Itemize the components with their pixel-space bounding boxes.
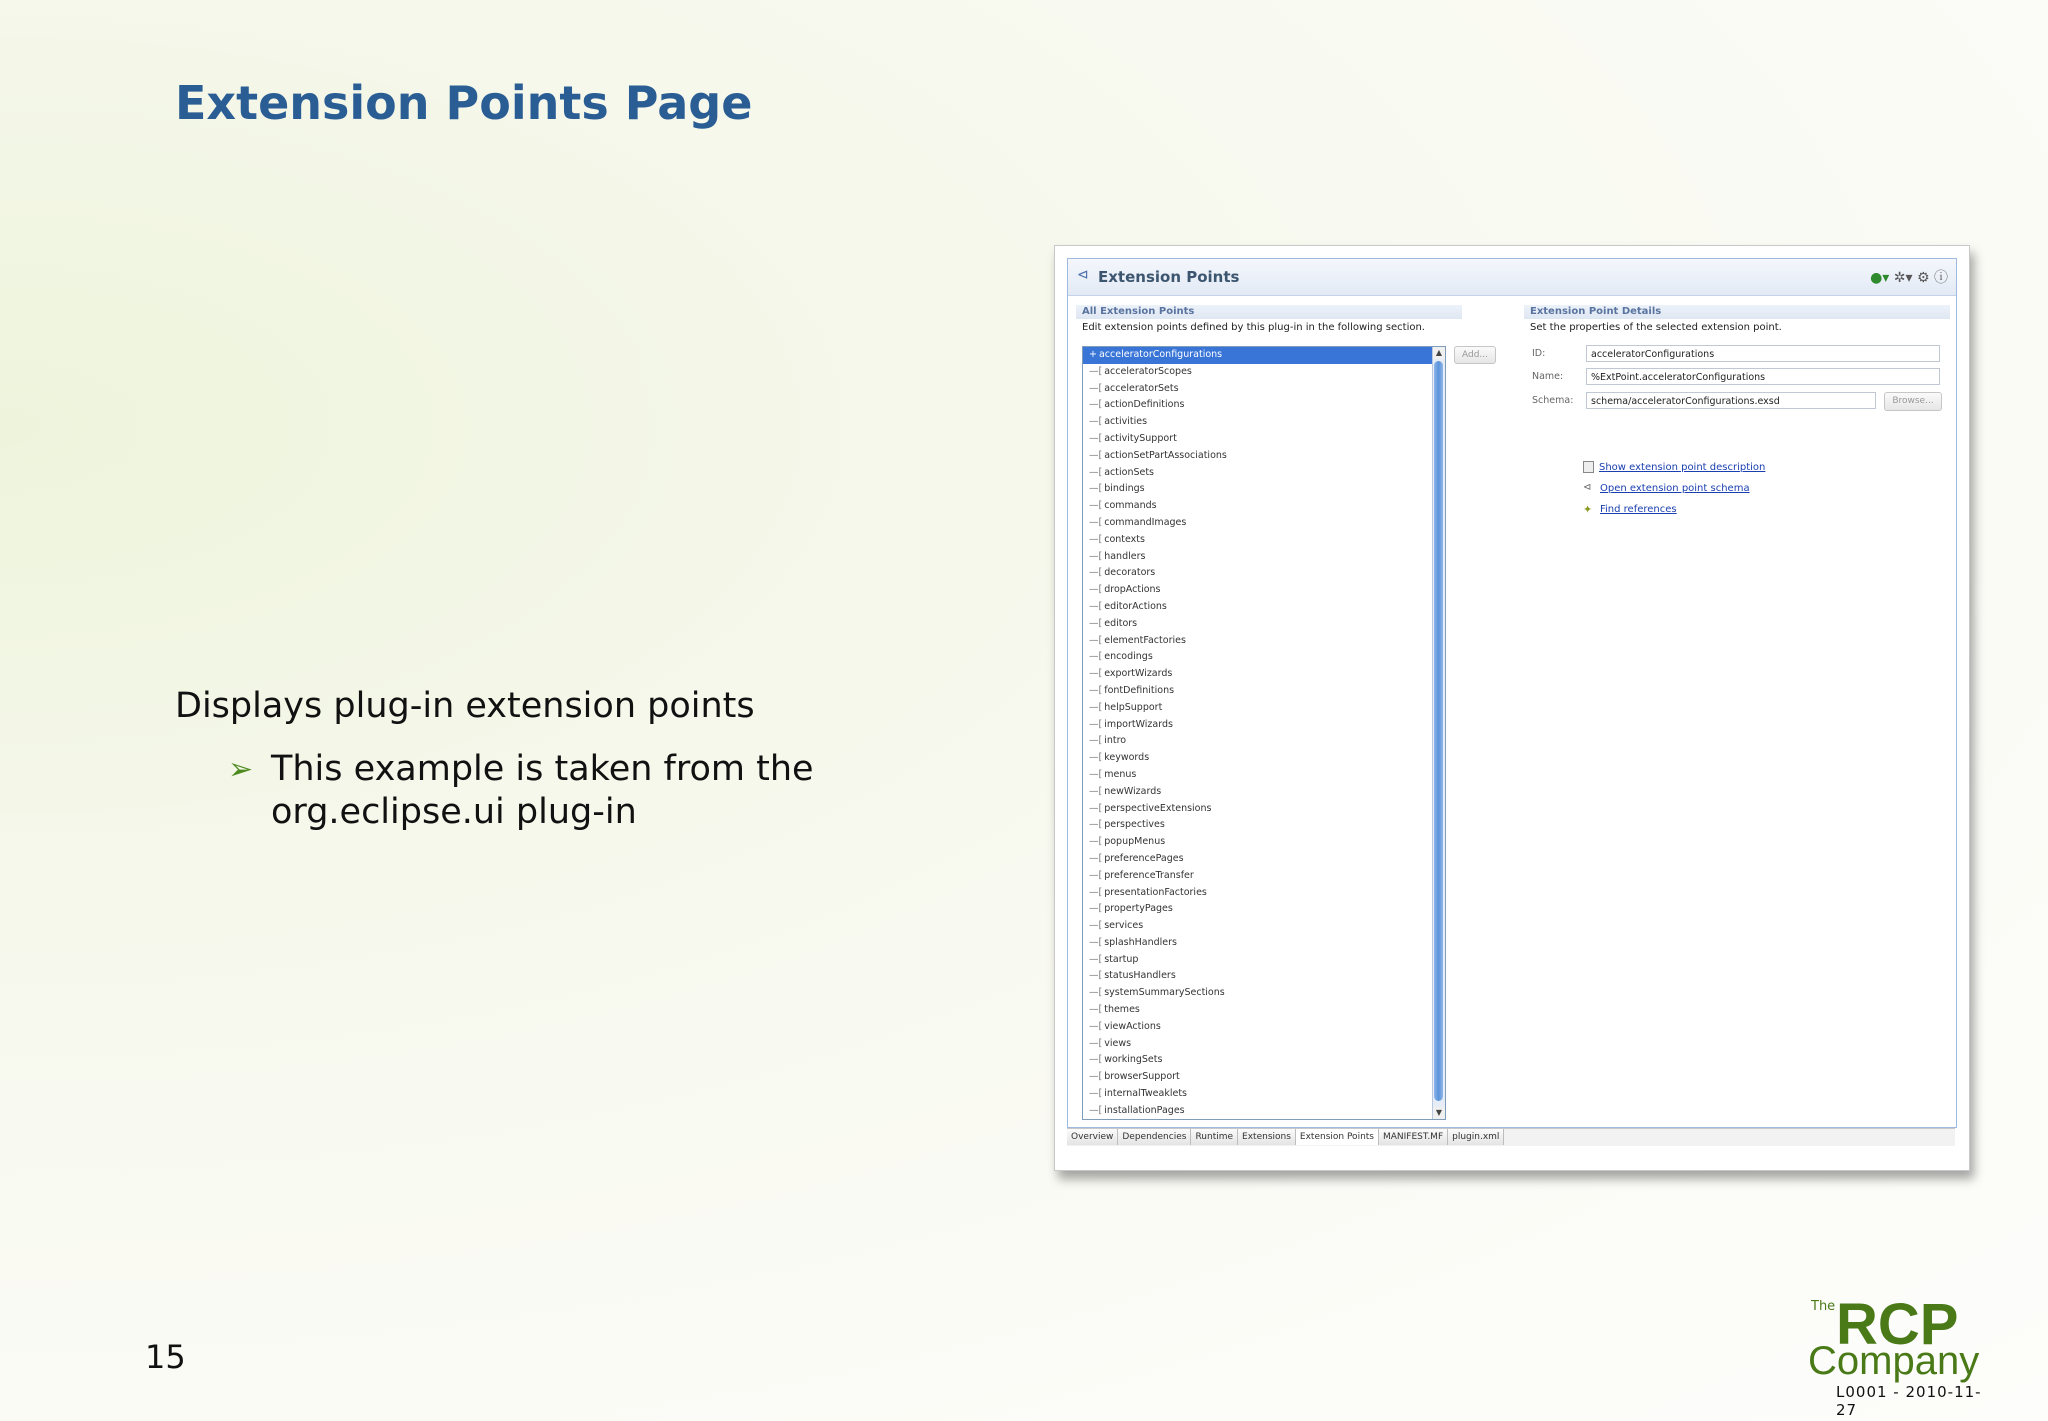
tree-branch-icon: —[ (1089, 432, 1103, 444)
scroll-down-icon[interactable]: ▼ (1433, 1107, 1445, 1119)
id-field[interactable]: acceleratorConfigurations (1586, 345, 1940, 362)
extension-point-item[interactable] (1083, 851, 1445, 868)
tree-branch-icon: —[ (1089, 1071, 1103, 1083)
extension-point-label: commandImages (1104, 516, 1187, 528)
extension-point-label: editorActions (1104, 600, 1167, 612)
tree-branch-icon: —[ (1089, 600, 1103, 612)
logo-the: The (1811, 1299, 1836, 1314)
extension-points-list[interactable] (1082, 346, 1446, 1120)
tree-branch-icon: —[ (1089, 718, 1103, 730)
tree-branch-icon: —[ (1089, 651, 1103, 663)
extension-point-label: actionSetPartAssociations (1104, 449, 1227, 461)
editor-header (1068, 259, 1956, 296)
extension-point-label: editors (1104, 617, 1138, 629)
extension-point-label: handlers (1104, 550, 1146, 562)
extension-point-label: preferencePages (1104, 852, 1184, 864)
extension-point-label: statusHandlers (1104, 970, 1176, 982)
extension-point-label: activitySupport (1104, 432, 1177, 444)
extension-point-label: actionSets (1104, 466, 1155, 478)
tab-overview[interactable]: Overview (1067, 1129, 1118, 1145)
all-extension-points-section-title: All Extension Points (1076, 305, 1462, 319)
tree-branch-icon: —[ (1089, 516, 1103, 528)
extension-point-label: acceleratorConfigurations (1098, 349, 1223, 360)
extension-point-label: internalTweaklets (1104, 1088, 1187, 1100)
tree-branch-icon: —[ (1089, 416, 1103, 428)
extension-point-details-section-title: Extension Point Details (1524, 305, 1950, 319)
extension-point-item[interactable] (1083, 918, 1445, 935)
extension-point-item[interactable] (1083, 582, 1445, 599)
schema-icon: ⊲ (1583, 482, 1592, 493)
extension-point-item[interactable] (1083, 717, 1445, 734)
tab-extensions[interactable]: Extensions (1238, 1129, 1296, 1145)
tree-branch-icon: —[ (1089, 970, 1103, 982)
extension-point-label: propertyPages (1104, 903, 1173, 915)
extension-point-label: browserSupport (1104, 1071, 1180, 1083)
extension-point-item[interactable] (1083, 633, 1445, 650)
open-schema-link[interactable] (1583, 482, 1750, 494)
extension-point-item[interactable] (1083, 1052, 1445, 1069)
sub-bullet (228, 748, 868, 834)
add-button[interactable]: Add... (1454, 346, 1496, 364)
sub-bullet-text: This example is taken from the org.eclipse.ui plug-in (271, 749, 814, 832)
extension-point-item[interactable] (1083, 817, 1445, 834)
extension-point-item[interactable] (1083, 868, 1445, 885)
extension-point-label: presentationFactories (1104, 886, 1207, 898)
extension-point-item[interactable] (1083, 750, 1445, 767)
tree-branch-icon: —[ (1089, 684, 1103, 696)
tab-runtime[interactable]: Runtime (1191, 1129, 1238, 1145)
references-icon: ✦ (1583, 503, 1593, 516)
extension-point-label: splashHandlers (1104, 936, 1177, 948)
rcp-company-logo (1800, 1292, 2000, 1419)
tree-branch-icon: —[ (1089, 382, 1103, 394)
open-schema-link-text[interactable]: Open extension point schema (1600, 483, 1750, 494)
extension-point-item[interactable] (1083, 565, 1445, 582)
all-extension-points-description: Edit extension points defined by this plug-in in the following section. (1082, 322, 1425, 333)
tree-branch-icon: —[ (1089, 987, 1103, 999)
extension-point-label: decorators (1104, 567, 1156, 579)
extension-point-details-description: Set the properties of the selected extension point. (1530, 322, 1782, 333)
slide-code: L0001 - 2010-11-27 (1836, 1383, 1982, 1419)
extension-point-label: exportWizards (1104, 668, 1173, 680)
extension-point-label: themes (1104, 1004, 1140, 1016)
extension-point-item[interactable] (1083, 1086, 1445, 1103)
extension-point-label: acceleratorSets (1104, 382, 1179, 394)
tree-branch-icon: —[ (1089, 1088, 1103, 1100)
extension-point-item[interactable] (1083, 666, 1445, 683)
tree-branch-icon: —[ (1089, 668, 1103, 680)
tree-branch-icon: —[ (1089, 869, 1103, 881)
run-icon[interactable]: ●▾ (1870, 270, 1890, 286)
extension-point-label: views (1104, 1037, 1132, 1049)
extension-point-label: encodings (1104, 651, 1153, 663)
extension-point-item[interactable] (1083, 347, 1445, 364)
extension-point-label: systemSummarySections (1104, 987, 1225, 999)
tree-branch-icon: —[ (1089, 920, 1103, 932)
tree-branch-icon: —[ (1089, 466, 1103, 478)
schema-label: Schema: (1532, 395, 1574, 406)
find-references-link-text[interactable]: Find references (1600, 504, 1677, 515)
extension-point-item[interactable] (1083, 397, 1445, 414)
extension-point-item[interactable] (1083, 616, 1445, 633)
tree-branch-icon: —[ (1089, 483, 1103, 495)
extension-point-item[interactable] (1083, 448, 1445, 465)
tree-branch-icon: —[ (1089, 802, 1103, 814)
extension-point-item[interactable] (1083, 1069, 1445, 1086)
help-icon[interactable]: ⓘ (1934, 270, 1948, 286)
extension-point-item[interactable] (1083, 532, 1445, 549)
extension-point-label: startup (1104, 953, 1139, 965)
tree-branch-icon: —[ (1089, 852, 1103, 864)
logo-company: Company (1808, 1339, 1980, 1383)
tree-branch-icon: —[ (1089, 785, 1103, 797)
tab-plugin-xml[interactable]: plugin.xml (1448, 1129, 1504, 1145)
tree-branch-icon: —[ (1089, 617, 1103, 629)
show-description-link-text[interactable]: Show extension point description (1599, 462, 1766, 473)
extension-point-label: helpSupport (1104, 701, 1163, 713)
extension-point-label: perspectives (1104, 819, 1165, 831)
tree-branch-icon: —[ (1089, 886, 1103, 898)
tab-manifest-mf[interactable]: MANIFEST.MF (1379, 1129, 1448, 1145)
extension-point-label: actionDefinitions (1104, 399, 1185, 411)
extension-point-label: intro (1104, 735, 1127, 747)
extension-point-label: commands (1104, 500, 1157, 512)
header-toolbar (1870, 267, 1948, 287)
page-number: 15 (145, 1338, 186, 1376)
list-scrollbar[interactable] (1432, 347, 1445, 1119)
extension-point-item[interactable] (1083, 1002, 1445, 1019)
extension-point-label: dropActions (1104, 584, 1161, 596)
tree-branch-icon: —[ (1089, 1037, 1103, 1049)
extension-point-label: contexts (1104, 533, 1145, 545)
extension-point-item[interactable] (1083, 431, 1445, 448)
extension-point-item[interactable] (1083, 381, 1445, 398)
extension-point-item[interactable] (1083, 834, 1445, 851)
extension-point-item[interactable] (1083, 364, 1445, 381)
show-description-link[interactable] (1583, 461, 1765, 473)
tree-branch-icon: —[ (1089, 634, 1103, 646)
logo-rcp: RCP (1836, 1292, 1959, 1357)
tree-branch-icon: —[ (1089, 1020, 1103, 1032)
extension-point-item[interactable] (1083, 414, 1445, 431)
extension-point-label: fontDefinitions (1104, 684, 1175, 696)
tree-branch-icon: —[ (1089, 567, 1103, 579)
tree-branch-icon: —[ (1089, 735, 1103, 747)
extension-point-label: elementFactories (1104, 634, 1186, 646)
tree-branch-icon: —[ (1089, 365, 1103, 377)
tab-dependencies[interactable]: Dependencies (1118, 1129, 1191, 1145)
tree-branch-icon: —[ (1089, 500, 1103, 512)
tab-extension-points[interactable]: Extension Points (1296, 1129, 1379, 1145)
id-label: ID: (1532, 348, 1546, 359)
extension-point-item[interactable] (1083, 465, 1445, 482)
extension-point-label: workingSets (1104, 1054, 1163, 1066)
extension-point-label: popupMenus (1104, 836, 1166, 848)
bullet-text: Displays plug-in extension points (175, 686, 755, 726)
extension-point-label: menus (1104, 768, 1137, 780)
tree-branch-icon: —[ (1089, 1054, 1103, 1066)
extension-point-item[interactable] (1083, 935, 1445, 952)
tree-branch-icon: —[ (1089, 903, 1103, 915)
find-references-link[interactable] (1583, 503, 1677, 515)
extension-point-item[interactable] (1083, 649, 1445, 666)
extension-point-item[interactable] (1083, 1103, 1445, 1120)
description-icon (1583, 461, 1594, 473)
extension-point-label: preferenceTransfer (1104, 869, 1194, 881)
name-label: Name: (1532, 371, 1564, 382)
tree-branch-icon: —[ (1089, 399, 1103, 411)
extension-point-icon: ⊲ (1077, 267, 1089, 283)
extension-point-label: newWizards (1104, 785, 1162, 797)
settings-icon[interactable]: ⚙ (1916, 270, 1930, 286)
extension-point-label: keywords (1104, 752, 1150, 764)
extension-point-label: acceleratorScopes (1104, 365, 1192, 377)
slide-title: Extension Points Page (175, 76, 753, 130)
extension-point-item[interactable] (1083, 1036, 1445, 1053)
tree-branch-icon: —[ (1089, 584, 1103, 596)
schema-field[interactable]: schema/acceleratorConfigurations.exsd (1586, 392, 1876, 409)
editor-screenshot (1054, 245, 1970, 1171)
editor-tab-bar (1067, 1128, 1955, 1146)
name-field[interactable]: %ExtPoint.acceleratorConfigurations (1586, 368, 1940, 385)
extension-point-item[interactable] (1083, 885, 1445, 902)
expand-icon: + (1089, 349, 1097, 360)
tree-branch-icon: —[ (1089, 953, 1103, 965)
tree-branch-icon: —[ (1089, 819, 1103, 831)
extension-point-label: importWizards (1104, 718, 1173, 730)
extension-point-item[interactable] (1083, 767, 1445, 784)
extension-point-item[interactable] (1083, 968, 1445, 985)
editor-header-title: Extension Points (1098, 268, 1240, 286)
extension-point-item[interactable] (1083, 599, 1445, 616)
tree-branch-icon: —[ (1089, 533, 1103, 545)
extension-point-item[interactable] (1083, 700, 1445, 717)
extension-point-label: activities (1104, 416, 1148, 428)
extension-point-item[interactable] (1083, 784, 1445, 801)
tree-branch-icon: —[ (1089, 1104, 1103, 1116)
extension-point-item[interactable] (1083, 901, 1445, 918)
tree-branch-icon: —[ (1089, 701, 1103, 713)
extension-point-item[interactable] (1083, 683, 1445, 700)
extension-point-item[interactable] (1083, 985, 1445, 1002)
scroll-thumb[interactable] (1434, 361, 1443, 1101)
manifest-editor (1067, 258, 1957, 1128)
tree-branch-icon: —[ (1089, 1004, 1103, 1016)
extension-point-item[interactable] (1083, 498, 1445, 515)
debug-icon[interactable]: ✲▾ (1893, 270, 1913, 286)
extension-point-label: bindings (1104, 483, 1145, 495)
tree-branch-icon: —[ (1089, 836, 1103, 848)
tree-branch-icon: —[ (1089, 768, 1103, 780)
extension-point-item[interactable] (1083, 733, 1445, 750)
extension-point-label: viewActions (1104, 1020, 1161, 1032)
extension-point-item[interactable] (1083, 549, 1445, 566)
scroll-up-icon[interactable]: ▲ (1433, 347, 1445, 359)
extension-point-label: installationPages (1104, 1104, 1185, 1116)
arrow-bullet-icon: ➢ (228, 752, 254, 787)
browse-button[interactable]: Browse... (1884, 392, 1942, 411)
tree-branch-icon: —[ (1089, 449, 1103, 461)
extension-point-label: services (1104, 920, 1144, 932)
extension-point-item[interactable] (1083, 481, 1445, 498)
tree-branch-icon: —[ (1089, 752, 1103, 764)
extension-point-label: perspectiveExtensions (1104, 802, 1212, 814)
tree-branch-icon: —[ (1089, 550, 1103, 562)
extension-point-item[interactable] (1083, 1019, 1445, 1036)
extension-point-item[interactable] (1083, 515, 1445, 532)
tree-branch-icon: —[ (1089, 936, 1103, 948)
extension-point-item[interactable] (1083, 801, 1445, 818)
extension-point-item[interactable] (1083, 952, 1445, 969)
